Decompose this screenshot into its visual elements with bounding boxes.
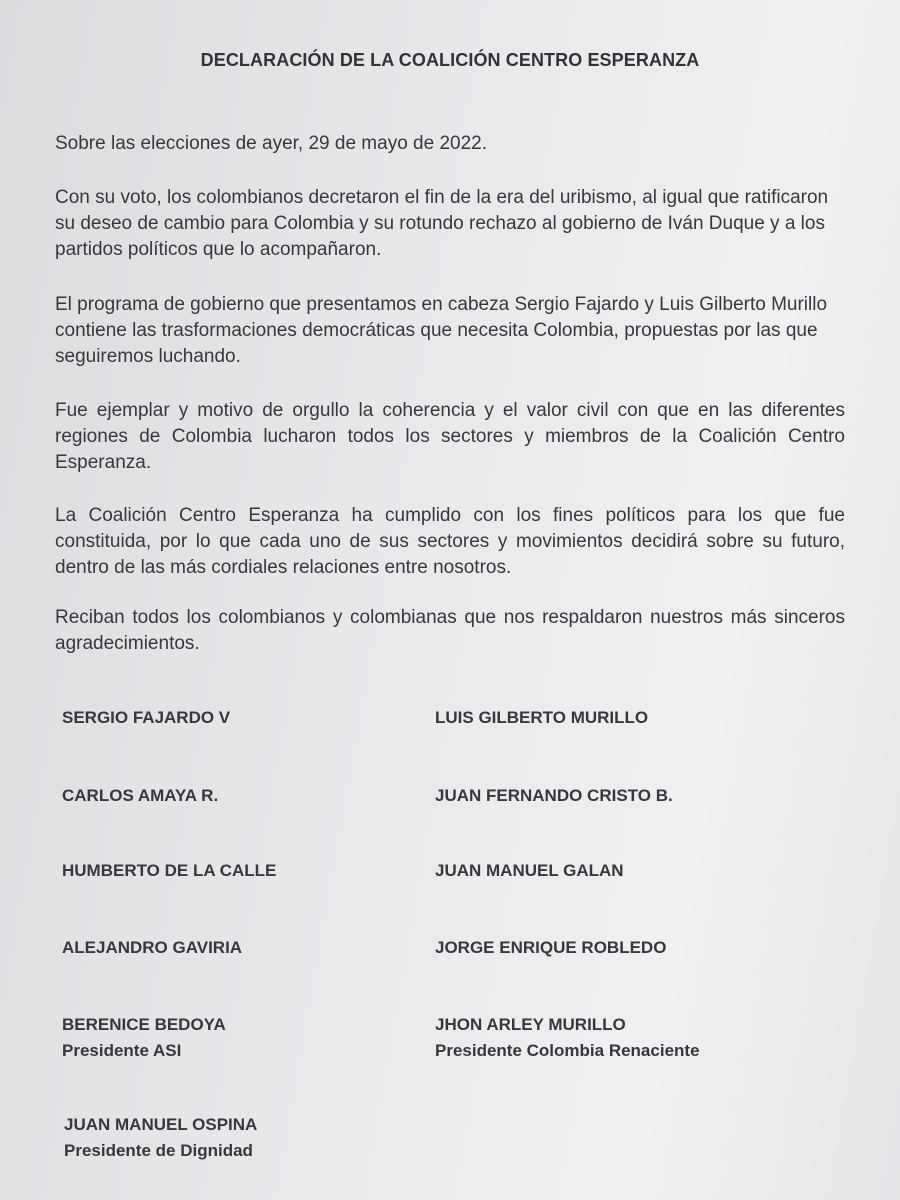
- signatory-block: [64, 1112, 257, 1164]
- paragraph-program: El programa de gobierno que presentamos en cabeza Sergio Fajardo y Luis Gilberto Murillo contiene las trasformaciones democráticas que necesita Colombia, propuestas por las que seguiremos luchando.: [55, 294, 828, 367]
- signatory-name: BERENICE BEDOYA: [62, 1015, 226, 1034]
- paragraph-pride: Fue ejemplar y motivo de orgullo la coherencia y el valor civil con que en las diferentes regiones de Colombia lucharon todos los sectores y miembros de la Coalición Centro Esperanza.: [55, 400, 845, 473]
- signatory-block: [435, 858, 624, 884]
- paragraph-date: Sobre las elecciones de ayer, 29 de mayo de 2022.: [55, 133, 488, 154]
- signatory-name: JHON ARLEY MURILLO: [435, 1015, 626, 1034]
- signatory-name: SERGIO FAJARDO V: [62, 708, 231, 727]
- signatory-block: [62, 858, 276, 884]
- signatory-role: Presidente de Dignidad: [64, 1141, 253, 1160]
- signatory-block: [435, 705, 648, 731]
- paragraph-fulfilled: La Coalición Centro Esperanza ha cumplido con los fines políticos para los que fue constituida, por lo que cada uno de sus sectores y movimientos decidirá sobre su futuro, dentro de las más cordiales relaciones entre nosotros.: [55, 505, 845, 578]
- signatory-block: [435, 783, 673, 809]
- signatory-block: [62, 783, 218, 809]
- signatory-name: JORGE ENRIQUE ROBLEDO: [435, 938, 667, 957]
- signatory-block: [435, 1012, 700, 1064]
- signatory-name: JUAN MANUEL GALAN: [435, 861, 624, 880]
- signatory-role: Presidente ASI: [62, 1041, 182, 1060]
- signatory-name: JUAN MANUEL OSPINA: [64, 1115, 258, 1134]
- signatory-name: ALEJANDRO GAVIRIA: [62, 938, 243, 957]
- signatory-name: CARLOS AMAYA R.: [62, 786, 219, 805]
- paragraph-thanks: Reciban todos los colombianos y colombianas que nos respaldaron nuestros más sinceros agradecimientos.: [55, 607, 845, 654]
- paragraph-vote: Con su voto, los colombianos decretaron el fin de la era del uribismo, al igual que ratificaron su deseo de cambio para Colombia y su rotundo rechazo al gobierno de Iván Duque y a los partidos políticos que lo acompañaron.: [55, 187, 829, 260]
- signatory-name: JUAN FERNANDO CRISTO B.: [435, 786, 673, 805]
- signatory-role: Presidente Colombia Renaciente: [435, 1041, 700, 1060]
- document-title: DECLARACIÓN DE LA COALICIÓN CENTRO ESPERANZA: [200, 50, 700, 70]
- signatory-block: [62, 1012, 226, 1064]
- signatory-name: HUMBERTO DE LA CALLE: [62, 861, 277, 880]
- signatory-block: [62, 705, 230, 731]
- signatory-block: [62, 935, 242, 961]
- signatory-block: [435, 935, 666, 961]
- signatory-name: LUIS GILBERTO MURILLO: [435, 708, 649, 727]
